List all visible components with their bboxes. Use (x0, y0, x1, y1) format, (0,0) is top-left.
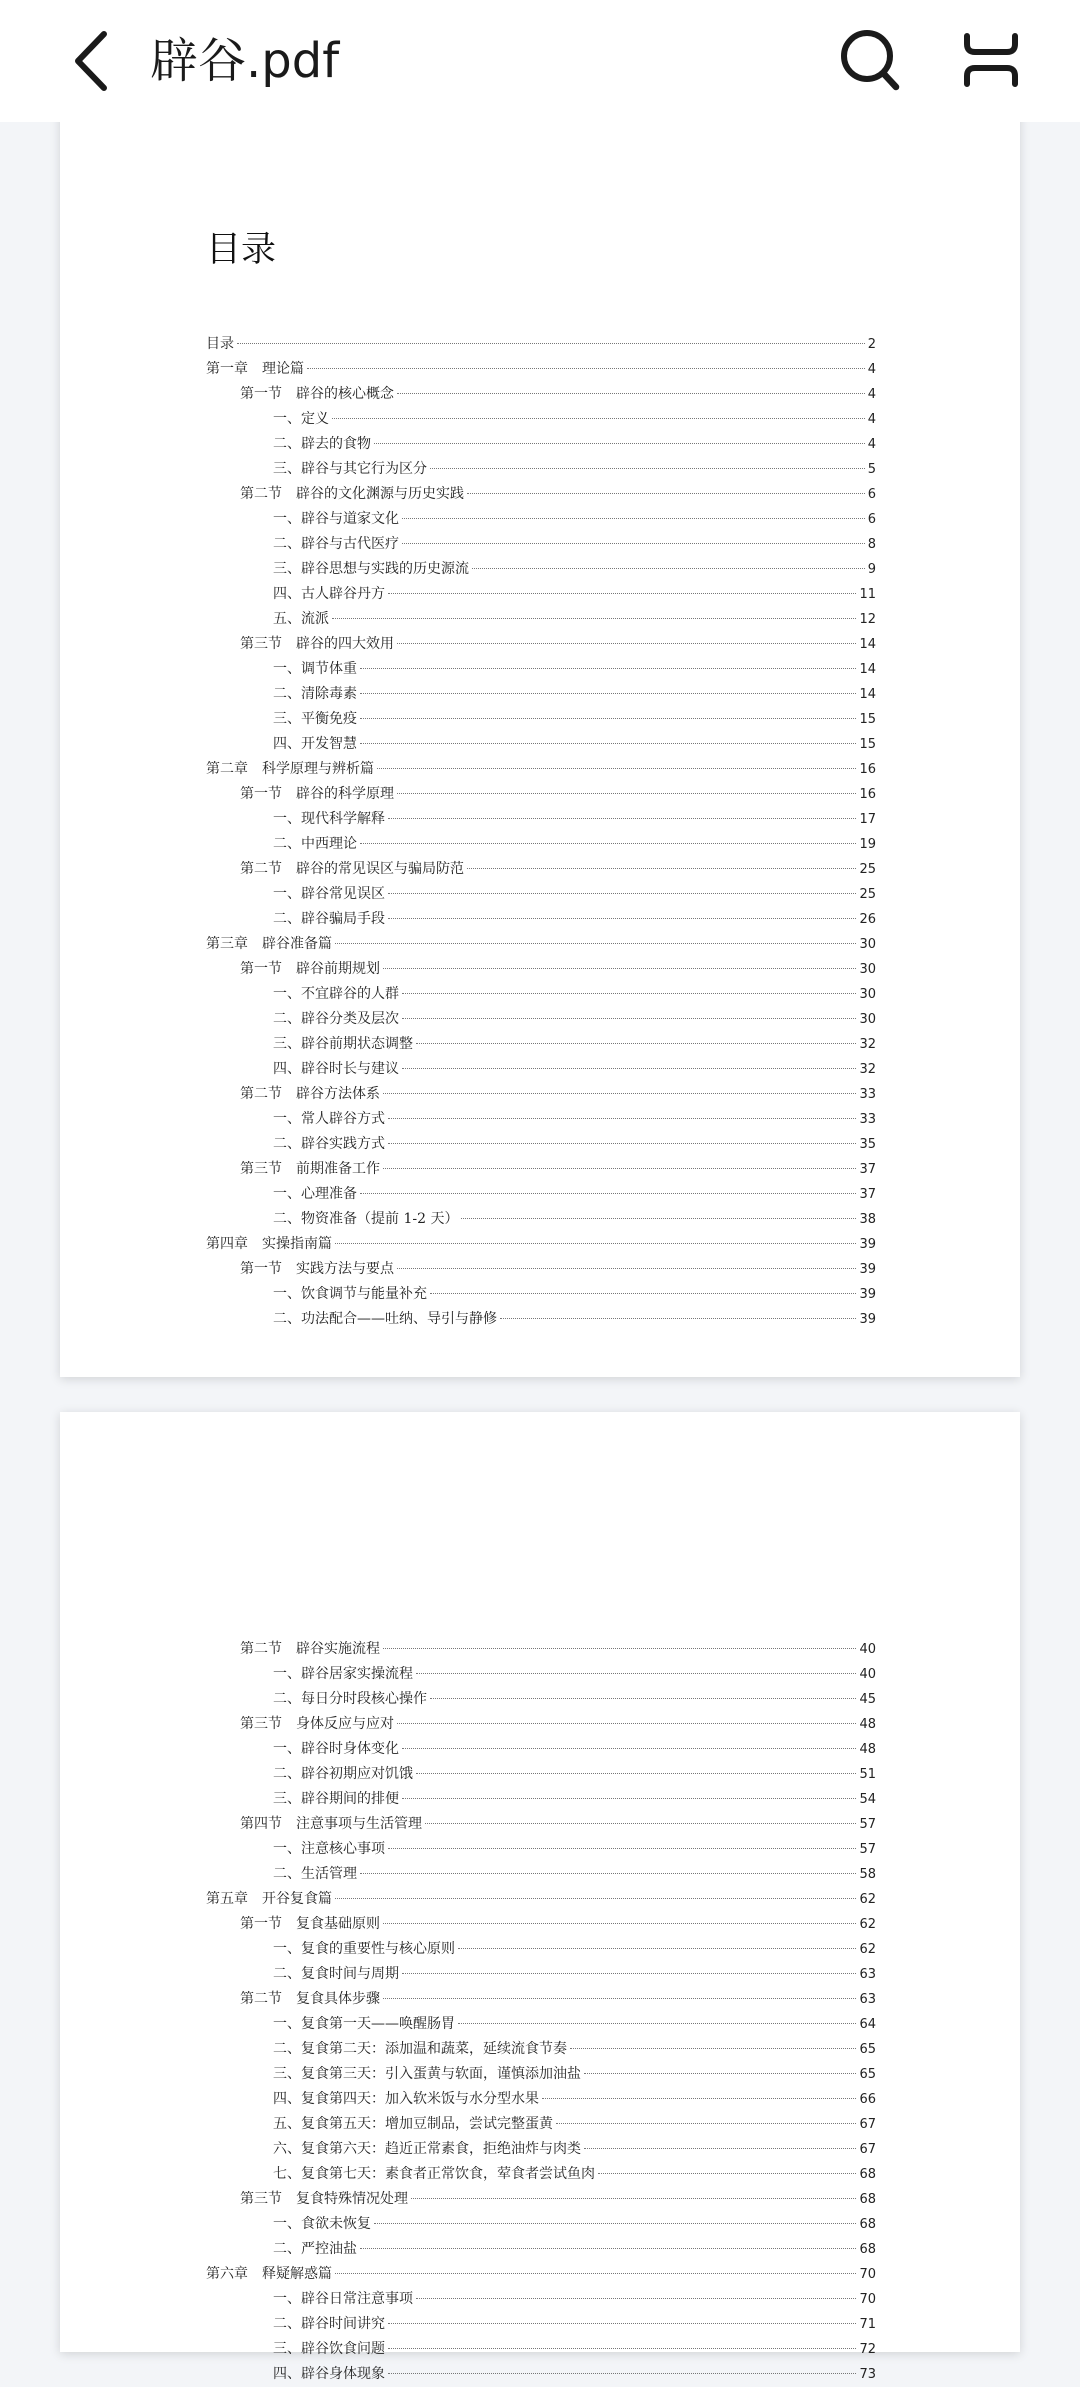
toc-entry[interactable] (206, 2337, 876, 2362)
toc-entry-page-number: 67 (859, 2117, 876, 2132)
toc-entry-page-number: 37 (859, 1162, 876, 1177)
toc-leader-dots (377, 768, 856, 769)
toc-leader-dots (374, 2223, 856, 2224)
toc-entry-page-number: 62 (859, 1892, 876, 1907)
toc-entry-page-number: 14 (859, 637, 876, 652)
toc-entry-label: 四、辟谷身体现象 (273, 2366, 385, 2382)
table-of-contents (206, 1637, 876, 2387)
toc-entry-label: 第三节 身体反应与应对 (240, 1716, 394, 1732)
toc-entry[interactable] (206, 2137, 876, 2162)
toc-entry[interactable] (206, 1887, 876, 1912)
toc-entry[interactable] (206, 2012, 876, 2037)
toc-entry[interactable] (206, 657, 876, 682)
toc-leader-dots (360, 693, 856, 694)
toc-leader-dots (383, 1168, 856, 1169)
toc-entry-label: 二、严控油盐 (273, 2241, 357, 2257)
toc-entry-page-number: 73 (859, 2367, 876, 2382)
toc-entry[interactable] (206, 1057, 876, 1082)
toc-entry-label: 三、平衡免疫 (273, 711, 357, 727)
toc-entry-page-number: 38 (859, 1212, 876, 1227)
toc-entry[interactable] (206, 1812, 876, 1837)
toc-entry-page-number: 72 (859, 2342, 876, 2357)
toc-entry-label: 二、辟谷时间讲究 (273, 2316, 385, 2332)
toc-entry-label: 三、辟谷前期状态调整 (273, 1036, 413, 1052)
toc-entry-label: 第三章 辟谷准备篇 (206, 936, 332, 952)
toc-leader-dots (425, 1823, 856, 1824)
toc-entry-page-number: 67 (859, 2142, 876, 2157)
toc-entry-page-number: 63 (859, 1967, 876, 1982)
toc-entry-label: 第一节 实践方法与要点 (240, 1261, 394, 1277)
toc-entry[interactable] (206, 2262, 876, 2287)
toc-leader-dots (388, 2348, 856, 2349)
toc-entry-label: 第一章 理论篇 (206, 361, 304, 377)
toc-entry-page-number: 25 (859, 887, 876, 902)
toc-leader-dots (430, 468, 865, 469)
toc-entry[interactable] (206, 2187, 876, 2212)
toc-leader-dots (388, 2373, 856, 2374)
toc-entry[interactable] (206, 1157, 876, 1182)
chevron-left-icon[interactable] (70, 30, 110, 92)
toc-leader-dots (360, 668, 856, 669)
toc-entry-page-number: 64 (859, 2017, 876, 2032)
toc-entry-label: 二、辟谷初期应对饥饿 (273, 1766, 413, 1782)
toc-entry-label: 三、辟谷期间的排便 (273, 1791, 399, 1807)
toc-entry[interactable] (206, 682, 876, 707)
toc-leader-dots (335, 1243, 856, 1244)
toc-leader-dots (360, 843, 856, 844)
toc-leader-dots (402, 1973, 856, 1974)
toc-entry-page-number: 62 (859, 1942, 876, 1957)
toc-entry-label: 一、现代科学解释 (273, 811, 385, 827)
toc-entry-page-number: 39 (859, 1287, 876, 1302)
toc-entry[interactable] (206, 2362, 876, 2387)
toc-entry[interactable] (206, 357, 876, 382)
toc-entry-label: 一、食欲未恢复 (273, 2216, 371, 2232)
toc-entry-page-number: 54 (859, 1792, 876, 1807)
toc-entry-page-number: 65 (859, 2067, 876, 2082)
toc-entry-label: 二、生活管理 (273, 1866, 357, 1882)
toc-entry-page-number: 33 (859, 1087, 876, 1102)
toc-entry-page-number: 39 (859, 1262, 876, 1277)
toc-leader-dots (383, 1998, 856, 1999)
toc-leader-dots (402, 1798, 856, 1799)
toc-entry[interactable] (206, 1912, 876, 1937)
toc-entry-label: 二、辟去的食物 (273, 436, 371, 452)
toc-entry-page-number: 9 (867, 562, 876, 577)
toc-entry-label: 第二节 辟谷方法体系 (240, 1086, 380, 1102)
toc-leader-dots (332, 618, 856, 619)
toc-entry[interactable] (206, 1007, 876, 1032)
toc-entry[interactable] (206, 1207, 876, 1232)
toc-entry[interactable] (206, 1737, 876, 1762)
toc-entry[interactable] (206, 857, 876, 882)
toc-leader-dots (584, 2073, 856, 2074)
toc-entry-page-number: 62 (859, 1917, 876, 1932)
toc-entry[interactable] (206, 957, 876, 982)
toc-entry[interactable] (206, 1687, 876, 1712)
toc-leader-dots (430, 1698, 856, 1699)
toc-entry-page-number: 39 (859, 1237, 876, 1252)
toc-entry-page-number: 4 (867, 437, 876, 452)
toc-leader-dots (542, 2098, 856, 2099)
toc-entry-page-number: 57 (859, 1842, 876, 1857)
toc-entry[interactable] (206, 1662, 876, 1687)
toc-entry-page-number: 51 (859, 1767, 876, 1782)
toc-entry-page-number: 30 (859, 937, 876, 952)
toc-entry-label: 第一节 辟谷的核心概念 (240, 386, 394, 402)
toc-entry-label: 一、复食的重要性与核心原则 (273, 1941, 455, 1957)
toc-entry-page-number: 14 (859, 662, 876, 677)
toc-entry[interactable] (206, 2237, 876, 2262)
toc-entry[interactable] (206, 1762, 876, 1787)
toc-entry-label: 一、定义 (273, 411, 329, 427)
toc-entry-label: 七、复食第七天：素食者正常饮食，荤食者尝试鱼肉 (273, 2166, 595, 2182)
toc-leader-dots (332, 418, 865, 419)
toc-entry-label: 目录 (206, 336, 234, 352)
toc-entry[interactable] (206, 1837, 876, 1862)
toc-entry-label: 第五章 开谷复食篇 (206, 1891, 332, 1907)
toc-entry[interactable] (206, 382, 876, 407)
toc-entry-page-number: 16 (859, 762, 876, 777)
toc-entry-page-number: 32 (859, 1062, 876, 1077)
toc-entry-page-number: 48 (859, 1717, 876, 1732)
toc-entry-page-number: 70 (859, 2267, 876, 2282)
toc-entry[interactable] (206, 982, 876, 1007)
toc-leader-dots (402, 543, 865, 544)
toc-entry[interactable] (206, 1257, 876, 1282)
toc-entry-page-number: 30 (859, 987, 876, 1002)
toc-entry[interactable] (206, 532, 876, 557)
toc-entry[interactable] (206, 1787, 876, 1812)
toc-entry-label: 第二节 辟谷的文化渊源与历史实践 (240, 486, 464, 502)
toc-entry-page-number: 68 (859, 2192, 876, 2207)
toc-entry[interactable] (206, 457, 876, 482)
toc-entry-page-number: 5 (867, 462, 876, 477)
toc-entry-label: 第三节 前期准备工作 (240, 1161, 380, 1177)
toc-entry-page-number: 25 (859, 862, 876, 877)
toc-leader-dots (402, 993, 856, 994)
toc-entry[interactable] (206, 1937, 876, 1962)
toc-entry-label: 四、辟谷时长与建议 (273, 1061, 399, 1077)
toc-entry-page-number: 4 (867, 387, 876, 402)
toc-leader-dots (388, 1143, 856, 1144)
toc-entry-label: 一、辟谷常见误区 (273, 886, 385, 902)
toc-leader-dots (416, 1043, 856, 1044)
toc-leader-dots (360, 718, 856, 719)
toc-entry[interactable] (206, 582, 876, 607)
toc-leader-dots (416, 1673, 856, 1674)
toc-entry-page-number: 15 (859, 712, 876, 727)
toc-entry-label: 二、物资准备（提前 1-2 天） (273, 1211, 459, 1227)
toc-entry-label: 三、复食第三天：引入蛋黄与软面，谨慎添加油盐 (273, 2066, 581, 2082)
toc-leader-dots (388, 893, 856, 894)
toc-entry-label: 第六章 释疑解惑篇 (206, 2266, 332, 2282)
toc-entry-label: 一、辟谷日常注意事项 (273, 2291, 413, 2307)
toc-entry-page-number: 35 (859, 1137, 876, 1152)
document-title: 辟谷.pdf (150, 33, 340, 89)
toc-entry[interactable] (206, 1107, 876, 1132)
toc-leader-dots (411, 2198, 856, 2199)
toc-entry[interactable] (206, 2212, 876, 2237)
search-button[interactable] (836, 24, 904, 96)
toc-leader-dots (335, 943, 856, 944)
toc-entry-page-number: 70 (859, 2292, 876, 2307)
toc-leader-dots (383, 1648, 856, 1649)
toc-entry-page-number: 68 (859, 2217, 876, 2232)
toc-leader-dots (237, 343, 865, 344)
toc-entry[interactable] (206, 807, 876, 832)
toc-entry-page-number: 19 (859, 837, 876, 852)
toc-entry[interactable] (206, 757, 876, 782)
toc-leader-dots (397, 393, 865, 394)
toc-entry[interactable] (206, 2112, 876, 2137)
toc-entry-label: 四、古人辟谷丹方 (273, 586, 385, 602)
toc-entry-label: 第一节 辟谷前期规划 (240, 961, 380, 977)
toc-entry-page-number: 58 (859, 1867, 876, 1882)
toc-entry-page-number: 68 (859, 2167, 876, 2182)
expand-button[interactable] (958, 24, 1024, 96)
toc-leader-dots (467, 493, 865, 494)
toc-entry-label: 第三节 复食特殊情况处理 (240, 2191, 408, 2207)
toc-leader-dots (402, 1018, 856, 1019)
toc-entry-page-number: 48 (859, 1742, 876, 1757)
toc-entry-page-number: 33 (859, 1112, 876, 1127)
toc-leader-dots (388, 918, 856, 919)
toc-entry[interactable] (206, 1032, 876, 1057)
toc-entry[interactable] (206, 882, 876, 907)
toc-entry-label: 二、辟谷实践方式 (273, 1136, 385, 1152)
toc-entry-page-number: 37 (859, 1187, 876, 1202)
toc-entry[interactable] (206, 407, 876, 432)
toc-leader-dots (598, 2173, 856, 2174)
toc-leader-dots (397, 793, 856, 794)
toc-leader-dots (374, 443, 865, 444)
toc-entry-page-number: 32 (859, 1037, 876, 1052)
toc-leader-dots (335, 1898, 856, 1899)
toc-leader-dots (461, 1218, 856, 1219)
back-button[interactable] (58, 22, 122, 100)
toc-entry-label: 第二节 辟谷的常见误区与骗局防范 (240, 861, 464, 877)
toc-leader-dots (335, 2273, 856, 2274)
toc-leader-dots (307, 368, 865, 369)
toc-entry[interactable] (206, 782, 876, 807)
toc-entry-label: 五、流派 (273, 611, 329, 627)
expand-icon[interactable] (961, 30, 1021, 90)
toc-leader-dots (467, 868, 856, 869)
toc-entry-label: 四、复食第四天：加入软米饭与水分型水果 (273, 2091, 539, 2107)
toc-entry-label: 二、辟谷分类及层次 (273, 1011, 399, 1027)
toc-entry[interactable] (206, 2287, 876, 2312)
toc-entry[interactable] (206, 1962, 876, 1987)
pdf-page[interactable] (60, 102, 1020, 1377)
toc-leader-dots (388, 1118, 856, 1119)
search-icon[interactable] (839, 27, 901, 93)
toc-leader-dots (458, 1948, 856, 1949)
toc-leader-dots (397, 643, 856, 644)
toc-entry-page-number: 17 (859, 812, 876, 827)
toc-entry[interactable] (206, 2037, 876, 2062)
toc-entry-page-number: 8 (867, 537, 876, 552)
toc-entry-label: 第二节 辟谷实施流程 (240, 1641, 380, 1657)
toc-entry-page-number: 4 (867, 362, 876, 377)
toc-leader-dots (556, 2123, 856, 2124)
toc-entry-label: 一、辟谷居家实操流程 (273, 1666, 413, 1682)
toc-entry[interactable] (206, 557, 876, 582)
toc-entry[interactable] (206, 932, 876, 957)
toc-entry-page-number: 4 (867, 412, 876, 427)
toc-entry-page-number: 2 (867, 337, 876, 352)
toc-entry-label: 二、清除毒素 (273, 686, 357, 702)
toc-entry-page-number: 6 (867, 487, 876, 502)
toc-entry[interactable] (206, 632, 876, 657)
toc-leader-dots (402, 518, 865, 519)
toc-entry[interactable] (206, 2062, 876, 2087)
toc-entry-label: 三、辟谷与其它行为区分 (273, 461, 427, 477)
toc-entry-label: 第三节 辟谷的四大效用 (240, 636, 394, 652)
toc-leader-dots (388, 818, 856, 819)
toc-entry-label: 一、饮食调节与能量补充 (273, 1286, 427, 1302)
toc-entry[interactable] (206, 1282, 876, 1307)
toc-entry[interactable] (206, 1232, 876, 1257)
toc-entry[interactable] (206, 1132, 876, 1157)
toc-entry-label: 第二章 科学原理与辨析篇 (206, 761, 374, 777)
toc-entry-label: 第一节 复食基础原则 (240, 1916, 380, 1932)
toc-entry[interactable] (206, 1987, 876, 2012)
toc-leader-dots (458, 2023, 856, 2024)
toc-leader-dots (584, 2148, 856, 2149)
toc-entry-page-number: 30 (859, 962, 876, 977)
toc-leader-dots (416, 2298, 856, 2299)
toc-leader-dots (430, 1293, 856, 1294)
toc-entry[interactable] (206, 1637, 876, 1662)
toc-entry-page-number: 71 (859, 2317, 876, 2332)
toc-leader-dots (388, 2323, 856, 2324)
toc-entry-label: 第四节 注意事项与生活管理 (240, 1816, 422, 1832)
toc-leader-dots (472, 568, 865, 569)
toc-entry-label: 六、复食第六天：趋近正常素食，拒绝油炸与肉类 (273, 2141, 581, 2157)
toc-entry[interactable] (206, 2087, 876, 2112)
toc-leader-dots (388, 1848, 856, 1849)
toc-entry[interactable] (206, 432, 876, 457)
toc-entry-label: 四、开发智慧 (273, 736, 357, 752)
toc-entry[interactable] (206, 1712, 876, 1737)
toc-entry-page-number: 6 (867, 512, 876, 527)
toc-entry-label: 二、复食第二天：添加温和蔬菜，延续流食节奏 (273, 2041, 567, 2057)
toc-entry-page-number: 11 (859, 587, 876, 602)
toc-entry-label: 一、不宜辟谷的人群 (273, 986, 399, 1002)
toc-leader-dots (360, 1873, 856, 1874)
toc-entry[interactable] (206, 482, 876, 507)
toc-entry[interactable] (206, 832, 876, 857)
toc-leader-dots (570, 2048, 856, 2049)
toc-entry-label: 二、复食时间与周期 (273, 1966, 399, 1982)
toc-leader-dots (383, 1923, 856, 1924)
pdf-page[interactable] (60, 1412, 1020, 2382)
toc-entry[interactable] (206, 507, 876, 532)
toc-leader-dots (383, 1093, 856, 1094)
toc-entry-label: 一、调节体重 (273, 661, 357, 677)
toc-entry[interactable] (206, 1862, 876, 1887)
toc-leader-dots (402, 1068, 856, 1069)
toc-entry-label: 一、注意核心事项 (273, 1841, 385, 1857)
toc-entry-page-number: 65 (859, 2042, 876, 2057)
toc-entry-page-number: 30 (859, 1012, 876, 1027)
toc-entry-label: 五、复食第五天：增加豆制品，尝试完整蛋黄 (273, 2116, 553, 2132)
toc-heading: 目录 (206, 230, 277, 270)
toc-entry-label: 三、辟谷思想与实践的历史源流 (273, 561, 469, 577)
toc-entry[interactable] (206, 2162, 876, 2187)
toc-entry-label: 第四章 实操指南篇 (206, 1236, 332, 1252)
toc-entry-label: 二、每日分时段核心操作 (273, 1691, 427, 1707)
toc-entry-page-number: 16 (859, 787, 876, 802)
toc-entry-page-number: 12 (859, 612, 876, 627)
toc-entry-label: 第二节 复食具体步骤 (240, 1991, 380, 2007)
toc-entry[interactable] (206, 1307, 876, 1332)
toc-entry-label: 三、辟谷饮食问题 (273, 2341, 385, 2357)
toc-entry[interactable] (206, 732, 876, 757)
toc-entry-label: 一、复食第一天——唤醒肠胃 (273, 2016, 455, 2032)
toc-entry-page-number: 57 (859, 1817, 876, 1832)
toc-entry-label: 二、辟谷骗局手段 (273, 911, 385, 927)
toc-entry-page-number: 66 (859, 2092, 876, 2107)
pdf-viewer[interactable] (0, 122, 1080, 2382)
toc-entry-page-number: 45 (859, 1692, 876, 1707)
toc-leader-dots (402, 1748, 856, 1749)
toc-entry[interactable] (206, 707, 876, 732)
toc-leader-dots (383, 968, 856, 969)
toc-entry-label: 一、辟谷时身体变化 (273, 1741, 399, 1757)
toc-entry[interactable] (206, 332, 876, 357)
toc-entry-page-number: 39 (859, 1312, 876, 1327)
toc-entry-page-number: 15 (859, 737, 876, 752)
toc-entry-label: 二、功法配合——吐纳、导引与静修 (273, 1311, 497, 1327)
toc-leader-dots (388, 593, 856, 594)
toc-entry-label: 二、中西理论 (273, 836, 357, 852)
toc-entry-label: 一、辟谷与道家文化 (273, 511, 399, 527)
table-of-contents (206, 332, 876, 1332)
toc-entry[interactable] (206, 907, 876, 932)
toc-leader-dots (397, 1268, 856, 1269)
toc-entry-page-number: 40 (859, 1667, 876, 1682)
toc-leader-dots (397, 1723, 856, 1724)
toc-entry-label: 第一节 辟谷的科学原理 (240, 786, 394, 802)
toc-entry[interactable] (206, 1082, 876, 1107)
toc-leader-dots (360, 2248, 856, 2249)
toc-entry-page-number: 68 (859, 2242, 876, 2257)
toc-entry-label: 二、辟谷与古代医疗 (273, 536, 399, 552)
toc-leader-dots (416, 1773, 856, 1774)
toc-entry[interactable] (206, 2312, 876, 2337)
toc-entry-page-number: 14 (859, 687, 876, 702)
toc-leader-dots (500, 1318, 856, 1319)
toc-entry-label: 一、心理准备 (273, 1186, 357, 1202)
toc-entry-label: 一、常人辟谷方式 (273, 1111, 385, 1127)
toc-entry[interactable] (206, 607, 876, 632)
toc-entry-page-number: 40 (859, 1642, 876, 1657)
toc-leader-dots (360, 1193, 856, 1194)
toc-entry-page-number: 26 (859, 912, 876, 927)
toc-entry[interactable] (206, 1182, 876, 1207)
top-bar (0, 0, 1080, 122)
toc-leader-dots (360, 743, 856, 744)
toc-entry-page-number: 63 (859, 1992, 876, 2007)
